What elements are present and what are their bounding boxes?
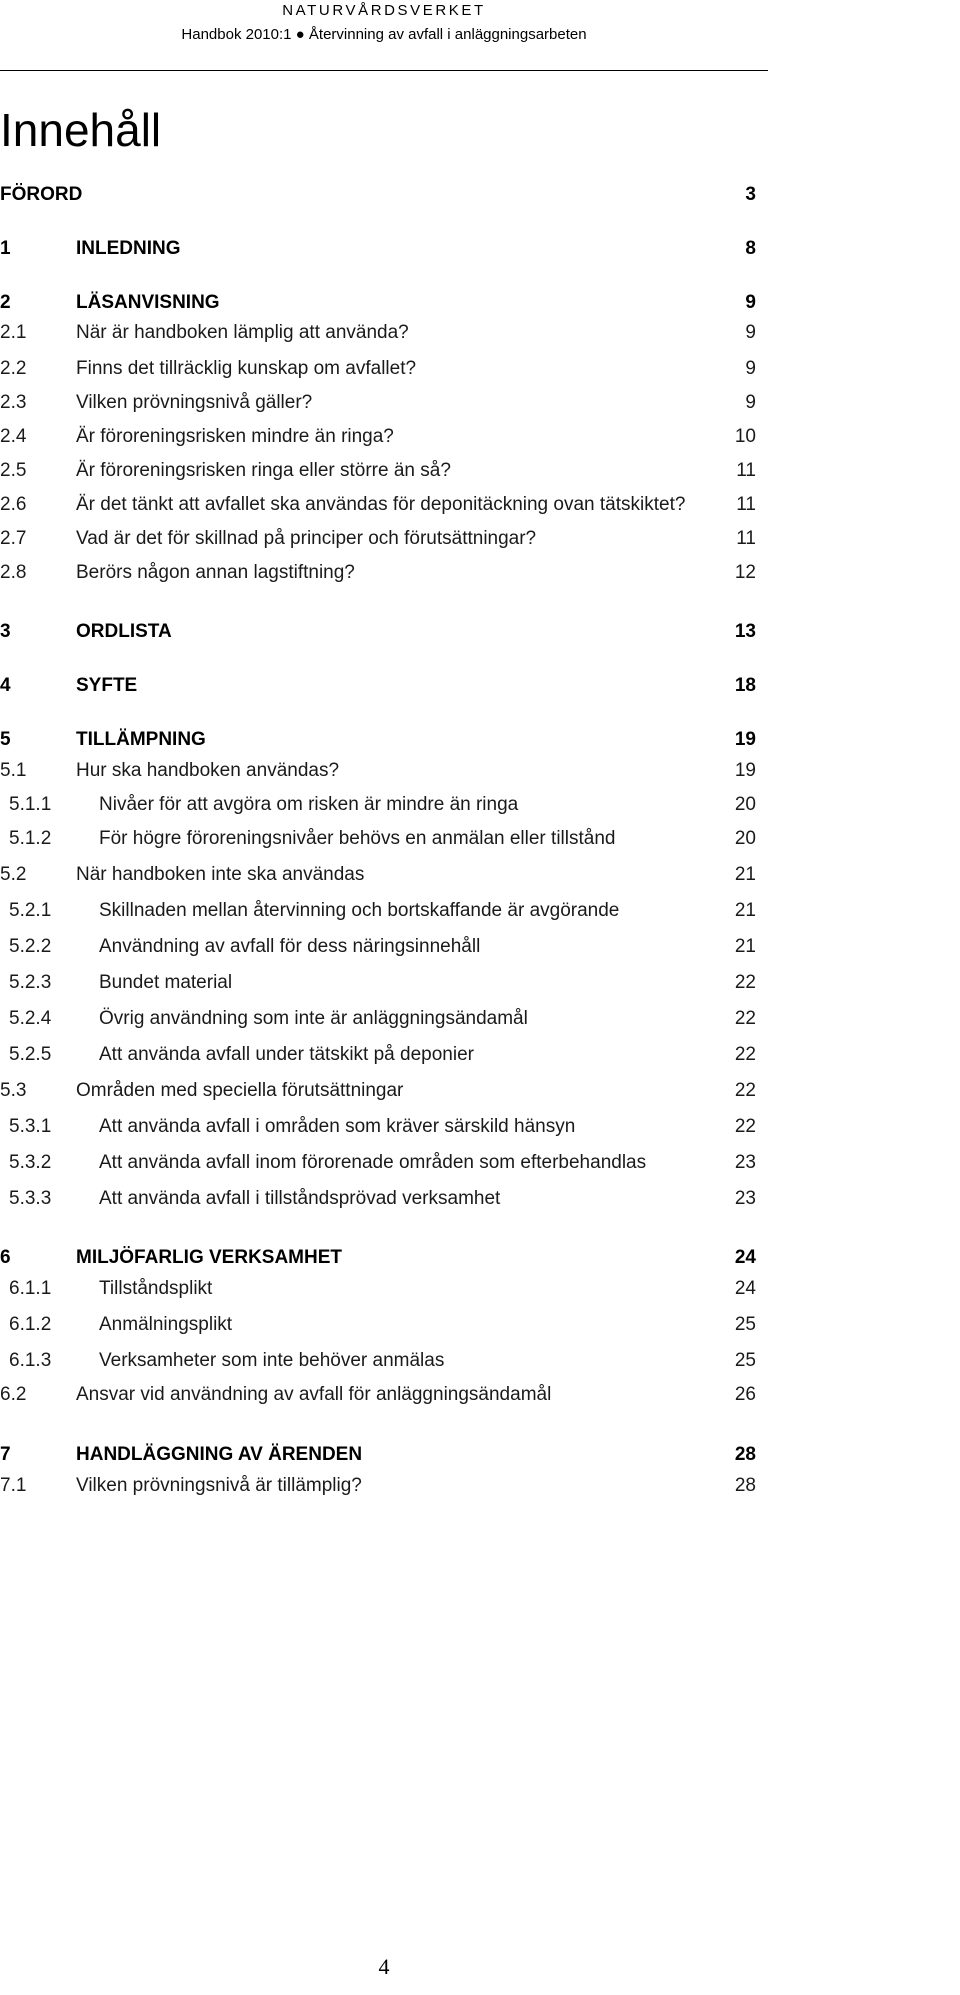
toc-entry-number: 2.4: [0, 426, 27, 447]
toc-entry-page: 11: [736, 528, 756, 549]
toc-entry-page: 18: [734, 675, 756, 696]
toc-entry-number: 2.3: [0, 392, 27, 413]
toc-entry[interactable]: [0, 1112, 756, 1142]
toc-entry[interactable]: [0, 617, 756, 647]
toc-entry-title: LÄSANVISNING: [76, 292, 220, 313]
toc-entry-number: 2: [0, 292, 11, 313]
toc-entry-title: Att använda avfall inom förorenade områden som efterbehandlas: [99, 1152, 647, 1173]
toc-entry-page: 9: [745, 392, 756, 413]
toc-entry-title: Användning av avfall för dess näringsinnehåll: [99, 936, 481, 957]
toc-entry-page: 19: [734, 760, 756, 781]
toc-entry[interactable]: [0, 1440, 756, 1470]
toc-entry-title: Att använda avfall i områden som kräver särskild hänsyn: [99, 1116, 576, 1137]
handbook-subtitle: Handbok 2010:1 ● Återvinning av avfall i anläggningsarbeten: [181, 26, 587, 43]
toc-entry-page: 3: [745, 184, 756, 205]
toc-entry-title: Är föroreningsrisken ringa eller större än så?: [76, 460, 451, 481]
toc-entry-title: När handboken inte ska användas: [76, 864, 365, 885]
toc-entry-page: 22: [734, 1080, 756, 1101]
page-number: 4: [378, 1954, 390, 1979]
toc-entry[interactable]: [0, 318, 756, 348]
toc-entry-number: 6.1.1: [9, 1278, 52, 1299]
toc-entry-number: 5.1.1: [9, 794, 52, 815]
page-title: Innehåll: [0, 104, 162, 156]
toc-entry-page: 11: [736, 460, 756, 481]
toc-entry-number: 5.2.5: [9, 1044, 52, 1065]
toc-entry-page: 20: [734, 794, 756, 815]
toc-entry[interactable]: [0, 824, 756, 854]
toc-entry[interactable]: [0, 388, 756, 418]
toc-entry[interactable]: [0, 1243, 756, 1273]
toc-entry-number: FÖRORD: [0, 184, 83, 205]
toc-entry-page: 25: [734, 1350, 756, 1371]
toc-entry-number: 3: [0, 621, 11, 642]
toc-entry-number: 6.1.2: [9, 1314, 52, 1335]
toc-entry-title: Områden med speciella förutsättningar: [76, 1080, 404, 1101]
toc-entry-title: För högre föroreningsnivåer behövs en anmälan eller tillstånd: [99, 828, 616, 849]
toc-entry-number: 2.6: [0, 494, 27, 515]
toc-entry[interactable]: [0, 756, 756, 786]
toc-entry[interactable]: [0, 671, 756, 701]
toc-entry[interactable]: [0, 1471, 756, 1501]
toc-entry[interactable]: [0, 725, 756, 755]
toc-entry-number: 5.3.3: [9, 1188, 52, 1209]
toc-entry-number: 6.2: [0, 1384, 27, 1405]
toc-entry-page: 8: [745, 238, 756, 259]
toc-entry[interactable]: [0, 1004, 756, 1034]
toc-entry[interactable]: [0, 1148, 756, 1178]
toc-entry-number: 4: [0, 675, 11, 696]
toc-entry[interactable]: [0, 288, 756, 318]
toc-entry-title: HANDLÄGGNING AV ÄRENDEN: [76, 1444, 363, 1465]
toc-entry-number: 2.8: [0, 562, 27, 583]
toc-entry-page: 26: [734, 1384, 756, 1405]
toc-entry-number: 1: [0, 238, 11, 259]
toc-entry-number: 6: [0, 1247, 11, 1268]
toc-entry-title: Bundet material: [99, 972, 233, 993]
toc-entry[interactable]: [0, 1380, 756, 1410]
toc-entry-title: Hur ska handboken användas?: [76, 760, 340, 781]
toc-entry-title: Vad är det för skillnad på principer och förutsättningar?: [76, 528, 537, 549]
toc-entry-page: 24: [734, 1247, 756, 1268]
toc-entry[interactable]: [0, 896, 756, 926]
toc-entry-number: 5.2.4: [9, 1008, 52, 1029]
toc-entry-title: Ansvar vid användning av avfall för anläggningsändamål: [76, 1384, 552, 1405]
toc-entry[interactable]: [0, 422, 756, 452]
toc-entry-page: 21: [734, 864, 756, 885]
toc-entry-title: Finns det tillräcklig kunskap om avfallet?: [76, 358, 417, 379]
toc-entry-number: 5.3: [0, 1080, 27, 1101]
toc-entry-page: 21: [734, 936, 756, 957]
toc-entry-number: 2.7: [0, 528, 27, 549]
toc-entry-page: 22: [734, 972, 756, 993]
toc-entry-page: 21: [734, 900, 756, 921]
toc-entry-page: 9: [745, 292, 756, 313]
toc-entry[interactable]: [0, 1040, 756, 1070]
toc-entry-page: 23: [734, 1188, 756, 1209]
toc-entry[interactable]: [0, 354, 756, 384]
toc-entry-page: 22: [734, 1044, 756, 1065]
toc-entry-page: 11: [736, 494, 756, 515]
toc-entry-page: 19: [734, 729, 756, 750]
toc-entry-title: INLEDNING: [76, 238, 181, 259]
toc-entry[interactable]: [0, 1274, 756, 1304]
toc-entry-number: 2.5: [0, 460, 27, 481]
toc-entry[interactable]: [0, 524, 756, 554]
toc-entry-title: Vilken prövningsnivå är tillämplig?: [76, 1475, 362, 1496]
toc-entry-page: 22: [734, 1008, 756, 1029]
toc-entry-title: Att använda avfall under tätskikt på deponier: [99, 1044, 474, 1065]
toc-entry-page: 20: [734, 828, 756, 849]
toc-entry-title: Är föroreningsrisken mindre än ringa?: [76, 426, 394, 447]
toc-entry-page: 28: [734, 1444, 756, 1465]
toc-entry[interactable]: [0, 456, 756, 486]
toc-entry-page: 9: [745, 322, 756, 343]
org-name: NATURVÅRDSVERKET: [282, 2, 486, 19]
toc-entry-title: När är handboken lämplig att använda?: [76, 322, 409, 343]
toc-entry-title: ORDLISTA: [76, 621, 172, 642]
toc-entry-title: Tillståndsplikt: [99, 1278, 213, 1299]
toc-entry-title: Är det tänkt att avfallet ska användas för deponitäckning ovan tätskiktet?: [76, 494, 686, 515]
toc-entry-number: 5.2.2: [9, 936, 52, 957]
toc-entry-title: Skillnaden mellan återvinning och bortskaffande är avgörande: [99, 900, 620, 921]
toc-entry-number: 6.1.3: [9, 1350, 52, 1371]
toc-entry[interactable]: [0, 558, 756, 588]
toc-entry[interactable]: [0, 180, 756, 210]
toc-entry-title: SYFTE: [76, 675, 138, 696]
toc-entry-number: 5: [0, 729, 11, 750]
toc-entry-number: 7.1: [0, 1475, 27, 1496]
toc-entry-title: Vilken prövningsnivå gäller?: [76, 392, 313, 413]
header-rule: [0, 70, 768, 71]
toc-entry-title: Anmälningsplikt: [99, 1314, 233, 1335]
toc-entry-page: 12: [734, 562, 756, 583]
toc-entry[interactable]: [0, 1076, 756, 1106]
toc-entry-number: 5.1.2: [9, 828, 52, 849]
toc-entry-title: MILJÖFARLIG VERKSAMHET: [76, 1247, 343, 1268]
toc-entry-number: 2.1: [0, 322, 27, 343]
toc-entry-page: 25: [734, 1314, 756, 1335]
toc-entry-page: 22: [734, 1116, 756, 1137]
toc-entry-page: 13: [734, 621, 756, 642]
toc-entry[interactable]: [0, 932, 756, 962]
toc-entry[interactable]: [0, 790, 756, 820]
toc-entry-number: 5.2.3: [9, 972, 52, 993]
toc-entry-title: Verksamheter som inte behöver anmälas: [99, 1350, 445, 1371]
toc-entry-title: Berörs någon annan lagstiftning?: [76, 562, 355, 583]
toc-entry-title: Att använda avfall i tillståndsprövad verksamhet: [99, 1188, 501, 1209]
toc-entry[interactable]: [0, 1184, 756, 1214]
toc-entry-number: 5.2.1: [9, 900, 52, 921]
toc-entry[interactable]: [0, 1310, 756, 1340]
toc-entry-number: 5.3.2: [9, 1152, 52, 1173]
toc-entry-page: 10: [734, 426, 756, 447]
toc-entry-number: 5.3.1: [9, 1116, 52, 1137]
toc-entry[interactable]: [0, 234, 756, 264]
toc-entry[interactable]: [0, 860, 756, 890]
toc-entry-page: 9: [745, 358, 756, 379]
toc-entry-title: TILLÄMPNING: [76, 729, 206, 750]
toc-entry-number: 5.2: [0, 864, 27, 885]
toc-entry[interactable]: [0, 490, 756, 520]
toc-entry[interactable]: [0, 1346, 756, 1376]
toc-entry-number: 2.2: [0, 358, 27, 379]
toc-entry-page: 24: [734, 1278, 756, 1299]
toc-entry-title: Övrig användning som inte är anläggningsändamål: [99, 1008, 528, 1029]
toc-entry[interactable]: [0, 968, 756, 998]
toc-entry-number: 7: [0, 1444, 11, 1465]
toc-entry-page: 28: [734, 1475, 756, 1496]
toc-entry-number: 5.1: [0, 760, 27, 781]
toc-entry-title: Nivåer för att avgöra om risken är mindre än ringa: [99, 794, 519, 815]
toc-entry-page: 23: [734, 1152, 756, 1173]
